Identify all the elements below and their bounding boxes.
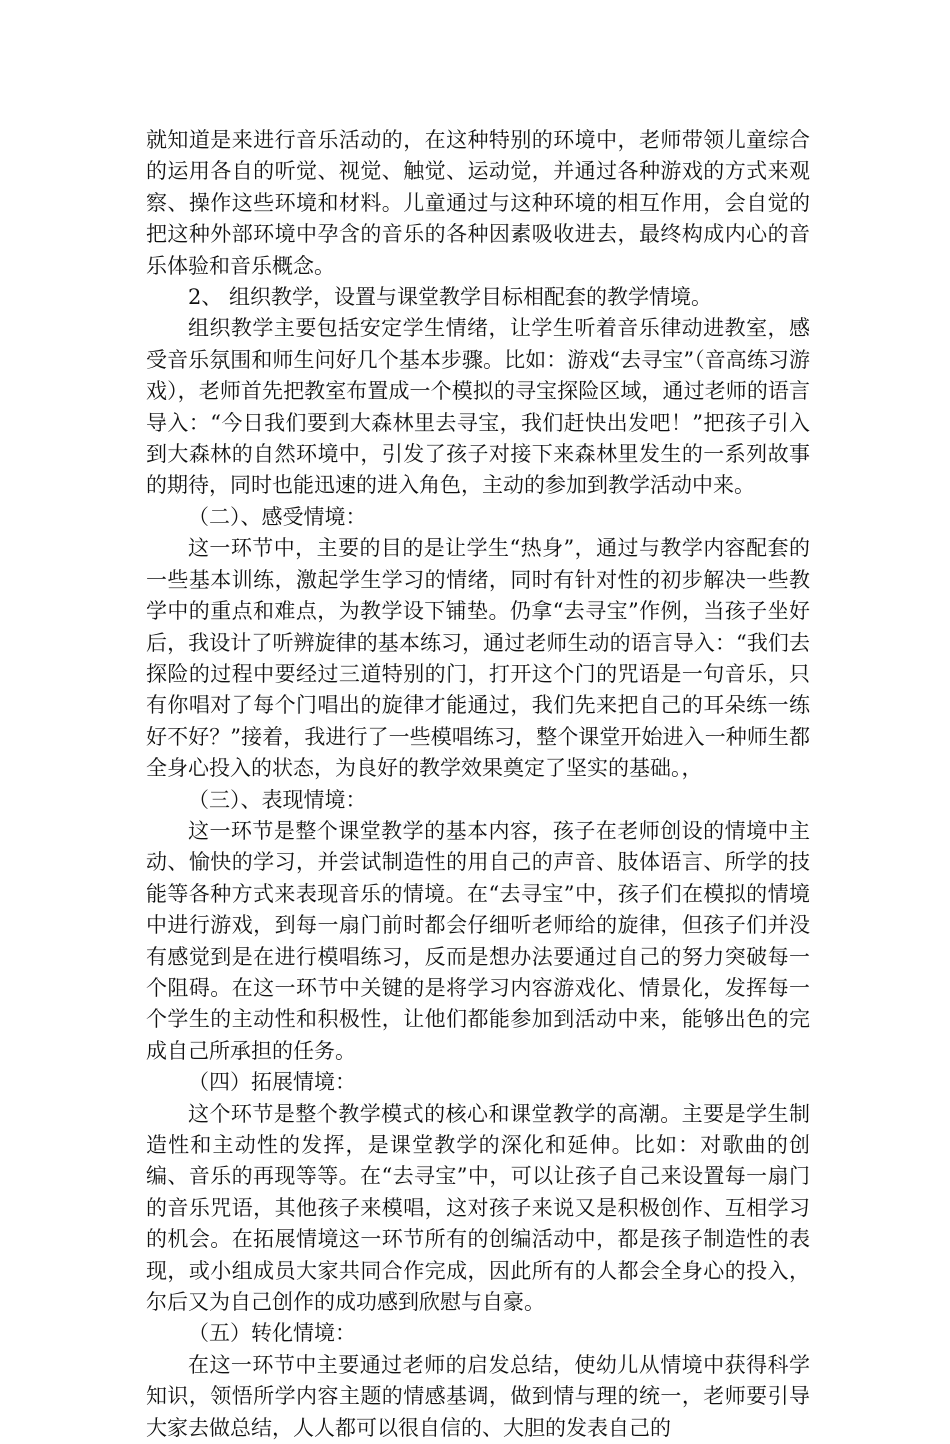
- paragraph-feel: 这一环节中，主要的目的是让学生“热身”，通过与教学内容配套的一些基本训练，激起学生学习的情绪，同时有针对性的初步解决一些教学中的重点和难点，为教学设下铺垫。仍拿“去寻宝”作例，当孩子坐好后，我设计了听辨旋律的基本练习，通过老师生动的语言导入：“我们去探险的过程中要经过三道特别的门，打开这个门的咒语是一句音乐，只有你唱对了每个门唱出的旋律才能通过，我们先来把自己的耳朵练一练好不好？”接着，我进行了一些模唱练习，整个课堂开始进入一种师生都全身心投入的状态，为良好的教学效果奠定了坚实的基础。，: [146, 536, 810, 781]
- section-heading-feel: （二）、感受情境：: [188, 504, 367, 529]
- paragraph-intro-continued: 就知道是来进行音乐活动的，在这种特别的环境中，老师带领儿童综合的运用各自的听觉、视觉、触觉、运动觉，并通过各种游戏的方式来观察、操作这些环境和材料。儿童通过与这种环境的相互作用，会自觉的把这种外部环境中孕含的音乐的各种因素吸收进去，最终构成内心的音乐体验和音乐概念。: [146, 128, 810, 278]
- section-heading-transform: （五）转化情境：: [188, 1321, 356, 1346]
- paragraph-organize-teaching: 组织教学主要包括安定学生情绪，让学生听着音乐律动进教室，感受音乐氛围和师生问好几个基本步骤。比如：游戏“去寻宝”（音高练习游戏），老师首先把教室布置成一个模拟的寻宝探险区域，通过老师的语言导入：“今日我们要到大森林里去寻宝，我们赶快出发吧！”把孩子引入到大森林的自然环境中，引发了孩子对接下来森林里发生的一系列故事的期待，同时也能迅速的进入角色，主动的参加到教学活动中来。: [146, 316, 810, 498]
- section-heading-extend: （四）拓展情境：: [188, 1070, 356, 1095]
- document-page: [146, 125, 810, 1444]
- section-heading-express: （三）、表现情境：: [188, 787, 367, 812]
- paragraph-transform: 在这一环节中主要通过老师的启发总结，使幼儿从情境中获得科学知识，领悟所学内容主题的情感基调，做到情与理的统一，老师要引导大家去做总结，人人都可以很自信的、大胆的发表自己的: [146, 1352, 810, 1440]
- paragraph-express: 这一环节是整个课堂教学的基本内容，孩子在老师创设的情境中主动、愉快的学习，并尝试制造性的用自己的声音、肢体语言、所学的技能等各种方式来表现音乐的情境。在“去寻宝”中，孩子们在模拟的情境中进行游戏，到每一扇门前时都会仔细听老师给的旋律，但孩子们并没有感觉到是在进行模唱练习，反而是想办法要通过自己的努力突破每一个阻碍。在这一环节中关键的是将学习内容游戏化、情景化，发挥每一个学生的主动性和积极性，让他们都能参加到活动中来，能够出色的完成自己所承担的任务。: [146, 818, 810, 1063]
- list-item-2: 2、 组织教学，设置与课堂教学目标相配套的教学情境。: [188, 285, 713, 310]
- paragraph-extend: 这个环节是整个教学模式的核心和课堂教学的高潮。主要是学生制造性和主动性的发挥，是课堂教学的深化和延伸。比如：对歌曲的创编、音乐的再现等等。在“去寻宝”中，可以让孩子自己来设置每一扇门的音乐咒语，其他孩子来模唱，这对孩子来说又是积极创作、互相学习的机会。在拓展情境这一环节所有的创编活动中，都是孩子制造性的表现，或小组成员大家共同合作完成，因此所有的人都会全身心的投入，尔后又为自己创作的成功感到欣慰与自豪。: [146, 1101, 810, 1315]
